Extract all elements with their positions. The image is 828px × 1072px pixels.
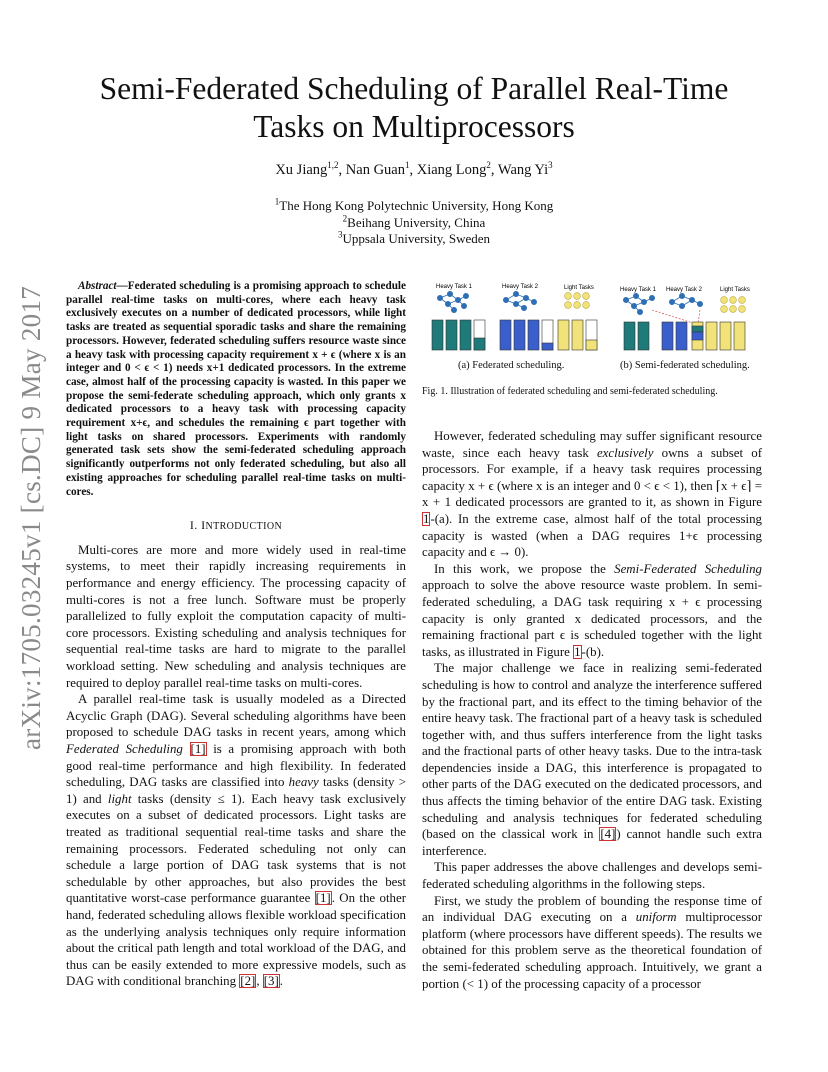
processors-a [432,320,597,350]
figure-label: Heavy Task 2 [666,287,702,293]
author-name: Wang Yi [497,162,549,178]
figure-label: Heavy Task 1 [436,284,472,290]
light-tasks-a [565,293,590,309]
title-line-2: Tasks on Multiprocessors [253,109,575,144]
paragraph: The major challenge we face in realizing semi-federated scheduling is how to control and analyze the interference suffered by the fractional part, and its effect to the timing behavior of the entire heavy task. The fractional part of a heavy task is scheduled together with, and thus suffers interference from the light tasks and the fractional parts of other heavy tasks. Due to the intra-task dependencies inside a DAG, this interference is propagated to other parts of the DAG executed on the dedicated processors, and thus affects the timing behavior of the entire DAG task. Existing scheduling and analysis techniques for federated scheduling (based on the classical work in [4]) cannot handle such extra interference. [422,661,762,858]
figure-label: Heavy Task 1 [620,287,656,293]
figure-label: Heavy Task 2 [502,284,538,290]
author-affil-sup: 1,2 [327,160,339,171]
figure-label: Light Tasks [564,285,594,291]
author-list: Xu Jiang$^{1,2}$, Nan Guan$^1$, Xiang Long$^2$, Wang Yi$^3$ [275,160,553,178]
abstract-lead: Abstract [78,280,117,292]
affiliation: $^2$Beihang University, China [342,213,486,230]
dag-heavy-task-1-a [437,291,468,312]
citation-link[interactable]: [1] [315,891,331,906]
author-name: Xu Jiang [275,162,328,178]
figure-label: Light Tasks [720,287,750,293]
left-column [66,280,406,990]
affiliation: $^3$Uppsala University, Sweden [337,229,491,246]
paragraph: However, federated scheduling may suffer significant resource waste, since each heavy task exclusively owns a subset of processors. For example, if a heavy task requires processing capacity x + ϵ (where x is an integer and 0 < ϵ < 1), then ⌈x + ϵ⌉ = x + 1 dedicated processors are granted to it, as shown in Figure 1-(a). In the extreme case, almost half of the total processing capacity is wasted (when a DAG requires 1+ϵ processing capacity and ϵ → 0). [422,429,762,560]
author-affil-sup: 2 [486,160,491,171]
figure-link[interactable]: 1 [574,644,581,659]
dag-heavy-task-1-b [623,293,654,314]
author-name: Xiang Long [416,162,487,178]
dag-heavy-task-2-b [669,293,702,308]
paper-title [60,70,768,146]
abstract [66,280,406,499]
paragraph: In this work, we propose the Semi-Federated Scheduling approach to solve the above resource waste problem. In semi-federated scheduling, a DAG task requiring x + ϵ processing capacity is only granted x dedicated processors, and the remaining fractional part ϵ is scheduled together with the light tasks, as illustrated in Figure 1-(b). [422,561,762,659]
section-heading-introduction: I. INTRODUCTION [189,518,283,533]
citation-link[interactable]: [1] [190,741,206,756]
title-line-1: Semi-Federated Scheduling of Parallel Real-Time [99,71,729,106]
subfigure-caption-b: (b) Semi-federated scheduling. [620,360,750,371]
dag-heavy-task-2-a [503,291,536,310]
affiliation-list [60,198,768,248]
right-column [422,428,762,992]
figure-caption: Fig. 1. Illustration of federated scheduling and semi-federated scheduling. [422,386,718,397]
author-affil-sup: 1 [405,160,410,171]
figure-1 [422,280,768,360]
citation-link[interactable]: [3] [263,974,279,989]
affiliation: $^1$The Hong Kong Polytechnic University, Hong Kong [274,196,554,213]
paragraph: This paper addresses the above challenges and develops semi-federated scheduling algorithms in the following steps. [422,860,762,892]
light-tasks-b [721,297,746,313]
citation-link[interactable]: [2] [240,974,256,989]
figure-link[interactable]: 1 [423,511,430,526]
paragraph: Multi-cores are more and more widely used in real-time systems, to meet their rapidly increasing requirements in performance and energy efficiency. The processing capacity of multi-cores is not a free lunch. Software must be properly parallelized to fully exploit the computation capacity of multi-core processors. Existing scheduling and analysis techniques for sequential real-time tasks are hard to migrate to the parallel workload setting. New scheduling and analysis techniques are required to deploy parallel real-time tasks on multi-cores. [66,542,406,690]
arxiv-identifier: arXiv:1705.03245v1 [cs.DC] 9 May 2017 [16,285,46,750]
processors-b [624,322,745,350]
abstract-text: —Federated scheduling is a promising approach to schedule parallel real-time tasks on multi-cores, where each heavy task exclusively executes on a number of dedicated processors, while light tasks are treated as sequential sporadic tasks and share the remaining processors. However, federated scheduling suffers resource waste since a heavy task with processing capacity requirement x + ϵ (where x is an integer and 0 < ϵ < 1) needs x+1 dedicated processors. In the extreme case, almost half of the processing capacity is wasted. In this paper we propose the semi-federate scheduling approach, which only grants x dedicated processors to a heavy task with processing capacity requirement x+ϵ, and schedules the remaining ϵ part together with light tasks on shared processors. Experiments with randomly generated task sets show the semi-federated scheduling approach significantly outperforms not only federated scheduling, but also all existing approaches for scheduling parallel real-time tasks on multi-cores. [66,280,406,498]
author-affil-sup: 3 [548,160,553,171]
author-name: Nan Guan [345,162,405,178]
subfigure-caption-a: (a) Federated scheduling. [458,360,565,371]
paragraph: A parallel real-time task is usually modeled as a Directed Acyclic Graph (DAG). Several scheduling algorithms have been proposed to schedule DAG tasks in recent years, among which Federated Scheduling [1] is a promising approach with both good real-time performance and high flexibility. In federated scheduling, DAG tasks are classified into heavy tasks (density > 1) and light tasks (density ≤ 1). Each heavy task exclusively executes on a subset of dedicated processors. Light tasks are treated as traditional sequential real-time tasks and share the remaining processors. Federated scheduling not only can schedule a large portion of DAG task systems that is not schedulable by other approaches, but also provides the best quantitative worst-case performance guarantee [1]. On the other hand, federated scheduling allows flexible workload specification as the underlying analysis techniques only require information about the critical path length and total workload of the DAG, and thus can be easily extended to more expressive models, such as DAG with conditional branching [2], [3]. [66,692,407,989]
citation-link[interactable]: [4] [600,827,616,842]
paragraph: First, we study the problem of bounding the response time of an individual DAG executing on a uniform multiprocessor platform (where processors have different speeds). The results we obtained for this problem serve as the theoretical foundation of the semi-federated scheduling approach. Intuitively, we grant a portion (< 1) of the processing capacity of a processor [422,893,762,991]
